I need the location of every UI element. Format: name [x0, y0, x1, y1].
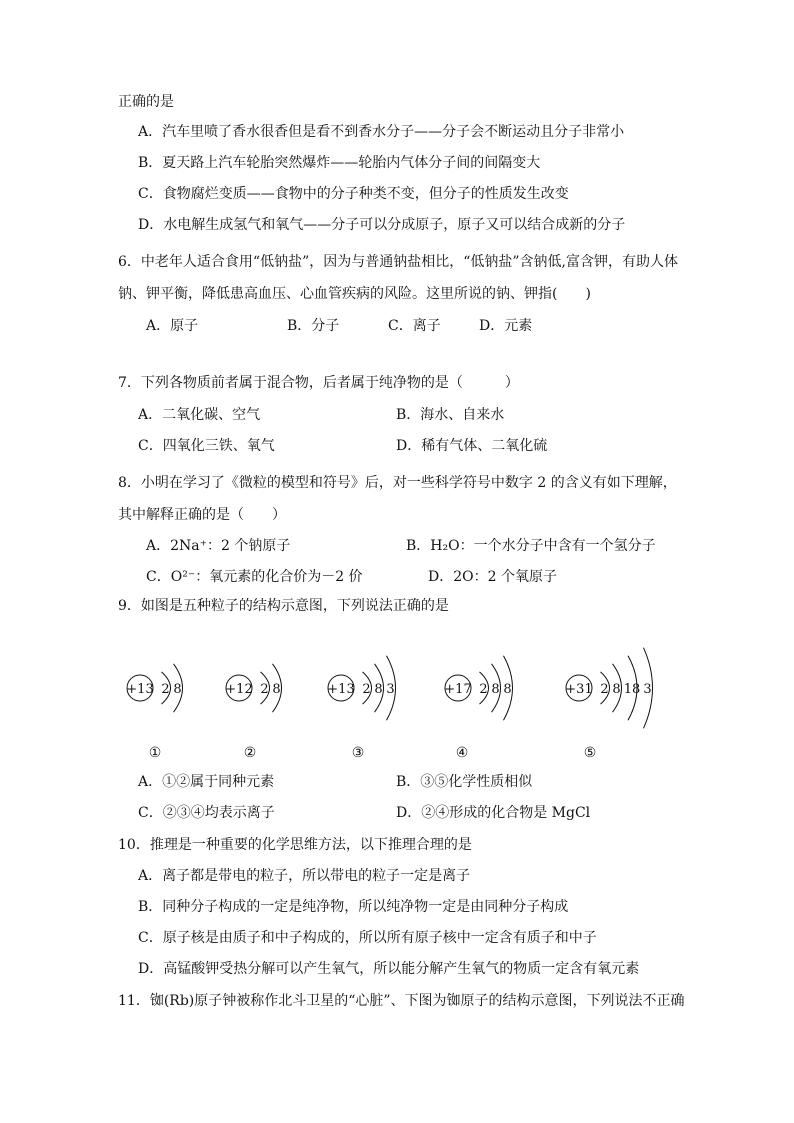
atom-5 — [565, 648, 652, 761]
nucleus-charge: +12 — [225, 682, 253, 697]
q6-option-a: A．原子 — [146, 318, 199, 334]
q11-stem: 11．铷(Rb)原子钟被称作北斗卫星的“心脏”、下图为铷原子的结构示意图，下列说法不正确 — [118, 993, 685, 1009]
shell-electron-count: 2 — [161, 682, 170, 697]
atom-label: ③ — [351, 745, 365, 761]
q8-stem-line1: 8．小明在学习了《微粒的模型和符号》后，对一些科学符号中数字 2 的含义有如下理解， — [118, 475, 677, 491]
q9-option-c: C．②③④均表示离子 — [138, 805, 275, 821]
nucleus-charge: +13 — [126, 682, 154, 697]
q8-option-a: A．2Na⁺：2 个钠原子 — [146, 538, 291, 554]
atom-label: ④ — [455, 745, 469, 761]
q8-option-b: B．H₂O：一个水分子中含有一个氢分子 — [406, 538, 656, 554]
q6-option-d: D．元素 — [479, 318, 533, 334]
q10-option-d: D．高锰酸钾受热分解可以产生氧气，所以能分解产生氧气的物质一定含有氧元素 — [138, 961, 640, 977]
q10-stem: 10．推理是一种重要的化学思维方法，以下推理合理的是 — [118, 837, 472, 853]
q9-option-b: B．③⑤化学性质相似 — [396, 774, 533, 790]
shell-electron-count: 8 — [272, 682, 281, 697]
q6-option-b: B．分子 — [287, 318, 340, 334]
shell-electron-count: 8 — [612, 682, 621, 697]
atom-3 — [327, 656, 395, 761]
shell-electron-count: 2 — [479, 682, 488, 697]
shell-electron-count: 2 — [600, 682, 609, 697]
shell-electron-count: 2 — [260, 682, 269, 697]
q8-option-c: C．O²⁻：氧元素的化合价为－2 价 — [146, 569, 363, 585]
atom-diagram-svg — [110, 622, 670, 772]
q9-option-a: A．①②属于同种元素 — [138, 774, 275, 790]
atom-2 — [225, 664, 281, 761]
shell-electron-count: 18 — [623, 682, 641, 697]
nucleus-charge: +13 — [327, 682, 355, 697]
atom-label: ⑤ — [583, 745, 597, 761]
q10-option-b: B．同种分子构成的一定是纯净物，所以纯净物一定是由同种分子构成 — [138, 899, 569, 915]
shell-electron-count: 8 — [503, 682, 512, 697]
shell-electron-count: 2 — [362, 682, 371, 697]
shell-electron-count: 8 — [173, 682, 182, 697]
q8-option-d: D．2O：2 个氧原子 — [428, 569, 557, 585]
q5-option-b: B．夏天路上汽车轮胎突然爆炸——轮胎内气体分子间的间隔变大 — [138, 155, 541, 171]
q5-option-c: C．食物腐烂变质——食物中的分子种类不变，但分子的性质发生改变 — [138, 186, 569, 202]
q8-stem-line2: 其中解释正确的是（ ） — [118, 507, 286, 523]
shell-electron-count: 8 — [374, 682, 383, 697]
shell-electron-count: 8 — [491, 682, 500, 697]
q9-option-d: D．②④形成的化合物是 MgCl — [396, 805, 591, 821]
atom-structure-diagrams — [110, 622, 670, 772]
q7-option-d: D．稀有气体、二氧化硫 — [396, 438, 548, 454]
q5-option-d: D．水电解生成氢气和氧气——分子可以分成原子，原子又可以结合成新的分子 — [138, 217, 626, 233]
q6-stem-line1: 6．中老年人适合食用“低钠盐”，因为与普通钠盐相比，“低钠盐”含钠低,富含钾，有助人体 — [118, 254, 678, 270]
nucleus-charge: +31 — [565, 682, 593, 697]
q6-stem-line2: 钠、钾平衡，降低患高血压、心血管疾病的风险。这里所说的钠、钾指( ) — [118, 286, 591, 302]
q5-option-a: A．汽车里喷了香水很香但是看不到香水分子——分子会不断运动且分子非常小 — [138, 124, 625, 140]
q7-option-b: B．海水、自来水 — [396, 407, 505, 423]
q10-option-c: C．原子核是由质子和中子构成的，所以所有原子核中一定含有质子和中子 — [138, 930, 597, 946]
q7-option-c: C．四氧化三铁、氧气 — [138, 438, 275, 454]
q7-stem: 7．下列各物质前者属于混合物，后者属于纯净物的是（ ） — [118, 375, 519, 391]
q10-option-a: A．离子都是带电的粒子，所以带电的粒子一定是离子 — [138, 868, 471, 884]
atom-label: ② — [243, 745, 257, 761]
q6-option-c: C．离子 — [388, 318, 441, 334]
atom-1 — [126, 664, 182, 761]
shell-electron-count: 3 — [386, 682, 395, 697]
q5-stem-tail: 正确的是 — [118, 94, 174, 110]
atom-label: ① — [148, 745, 162, 761]
q9-stem: 9．如图是五种粒子的结构示意图，下列说法正确的是 — [118, 598, 449, 614]
q7-option-a: A．二氧化碳、空气 — [138, 407, 261, 423]
atom-4 — [444, 656, 512, 761]
shell-electron-count: 3 — [643, 682, 652, 697]
nucleus-charge: +17 — [444, 682, 472, 697]
